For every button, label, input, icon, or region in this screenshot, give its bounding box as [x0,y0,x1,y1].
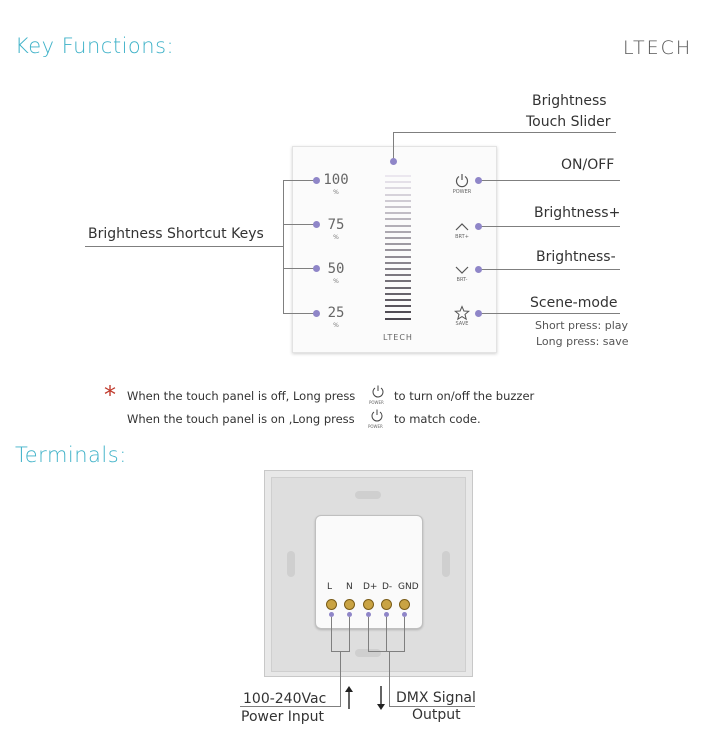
note-line1-before: When the touch panel is off, Long press [127,389,356,403]
slider-segment [385,225,411,227]
shortcut-dot-4 [313,310,320,317]
wire-dmx-join [368,651,405,652]
callout-slider-vline [393,132,394,161]
note-line2-after: to match code. [394,412,481,426]
chevron-up-icon [454,222,470,232]
wire-dplus [368,617,369,651]
callout-shortcut-tick-1 [283,180,317,181]
slider-segment [385,181,411,183]
callout-brightness-plus-dot [475,223,482,230]
slider-segment [385,256,411,258]
dmx-output-line1: DMX Signal [396,690,476,706]
slider-segment [385,268,411,270]
callout-shortcut-hline [85,246,283,247]
slider-segment [385,200,411,202]
brightness-down-label: BRT- [456,277,468,283]
slider-segment [385,212,411,214]
terminal-screw [399,599,410,610]
slider-segment [385,187,411,189]
note-line1-after: to turn on/off the buzzer [394,389,535,403]
power-icon [370,385,386,399]
shortcut-unit: % [333,322,339,329]
brand-logo: LTECH [623,37,693,59]
callout-slider-hline [393,132,616,133]
callout-brightness-minus-dot [475,266,482,273]
wire-power-drop [340,651,341,706]
callout-long-press: Long press: save [536,335,629,348]
callout-brightness-plus-line [478,226,620,227]
terminal-screw [363,599,374,610]
slider-segment [385,194,411,196]
arrow-up-icon [344,686,354,710]
callout-shortcut-tick-3 [283,268,317,269]
wire-gnd [404,617,405,651]
brightness-slider[interactable] [385,175,411,325]
slider-segment [385,318,411,320]
callout-on-off: ON/OFF [561,157,615,173]
callout-scene-mode: Scene-mode [530,295,618,311]
callout-shortcut-tick-4 [283,313,317,314]
shortcut-unit: % [333,189,339,196]
wire-l [331,617,332,651]
star-icon [454,305,470,321]
callout-on-off-line [478,180,620,181]
wire-dminus [386,617,387,651]
callout-on-off-dot [475,177,482,184]
callout-brightness-minus: Brightness- [536,249,616,265]
brightness-up-label: BRT+ [455,234,469,240]
slider-segment [385,249,411,251]
shortcut-unit: % [333,234,339,241]
chevron-down-icon [454,265,470,275]
heading-key-functions: Key Functions: [15,34,175,58]
slider-segment [385,293,411,295]
shortcut-dot-1 [313,177,320,184]
slider-segment [385,237,411,239]
slider-segment [385,274,411,276]
callout-shortcut-bracket [283,180,284,314]
save-key-label: SAVE [455,321,469,327]
slider-segment [385,287,411,289]
wire-dmx-drop [389,651,390,706]
slider-segment [385,243,411,245]
note-power-caption-2: POWER [368,424,383,429]
terminal-label-l: L [327,582,333,592]
power-input-line1: 100-240Vac [243,691,327,707]
callout-shortcut-tick-2 [283,224,317,225]
terminal-label-dminus: D- [382,582,393,592]
mount-slot [287,551,295,577]
slider-segment [385,262,411,264]
power-icon [369,409,385,423]
power-key-label: POWER [452,189,472,195]
callout-brightness-plus: Brightness+ [534,205,621,221]
slider-segment [385,299,411,301]
callout-scene-mode-line [478,313,620,314]
wire-n [349,617,350,651]
shortcut-value: 75 [327,217,345,233]
callout-slider-dot [390,158,397,165]
shortcut-unit: % [333,278,339,285]
slider-segment [385,280,411,282]
shortcut-value: 100 [323,172,349,188]
power-input-line2: Power Input [241,709,325,725]
dmx-output-line2: Output [412,707,461,723]
slider-segment [385,311,411,313]
mount-slot [442,551,450,577]
callout-slider-line1: Brightness [532,93,607,109]
terminal-label-dplus: D+ [363,582,378,592]
callout-short-press: Short press: play [535,319,629,332]
terminal-screw [344,599,355,610]
note-power-caption: POWER [369,400,384,405]
slider-segment [385,305,411,307]
mount-slot [355,491,381,499]
arrow-down-icon [376,686,386,710]
terminal-screw [381,599,392,610]
slider-segment [385,206,411,208]
terminal-label-gnd: GND [398,582,419,592]
asterisk: * [104,381,116,409]
shortcut-dot-2 [313,221,320,228]
terminal-screw [326,599,337,610]
slider-segment [385,175,411,177]
note-line2-before: When the touch panel is on ,Long press [127,412,355,426]
shortcut-value: 50 [327,261,345,277]
touch-panel [292,146,497,353]
callout-slider-line2: Touch Slider [526,114,611,130]
callout-brightness-minus-line [478,269,620,270]
callout-shortcut-keys: Brightness Shortcut Keys [88,226,264,242]
power-icon [455,173,469,188]
shortcut-dot-3 [313,265,320,272]
shortcut-value: 25 [327,305,345,321]
terminal-label-n: N [346,582,353,592]
slider-segment [385,231,411,233]
panel-logo: LTECH [383,333,413,342]
slider-segment [385,218,411,220]
heading-terminals: Terminals: [15,443,127,467]
callout-scene-mode-dot [475,310,482,317]
